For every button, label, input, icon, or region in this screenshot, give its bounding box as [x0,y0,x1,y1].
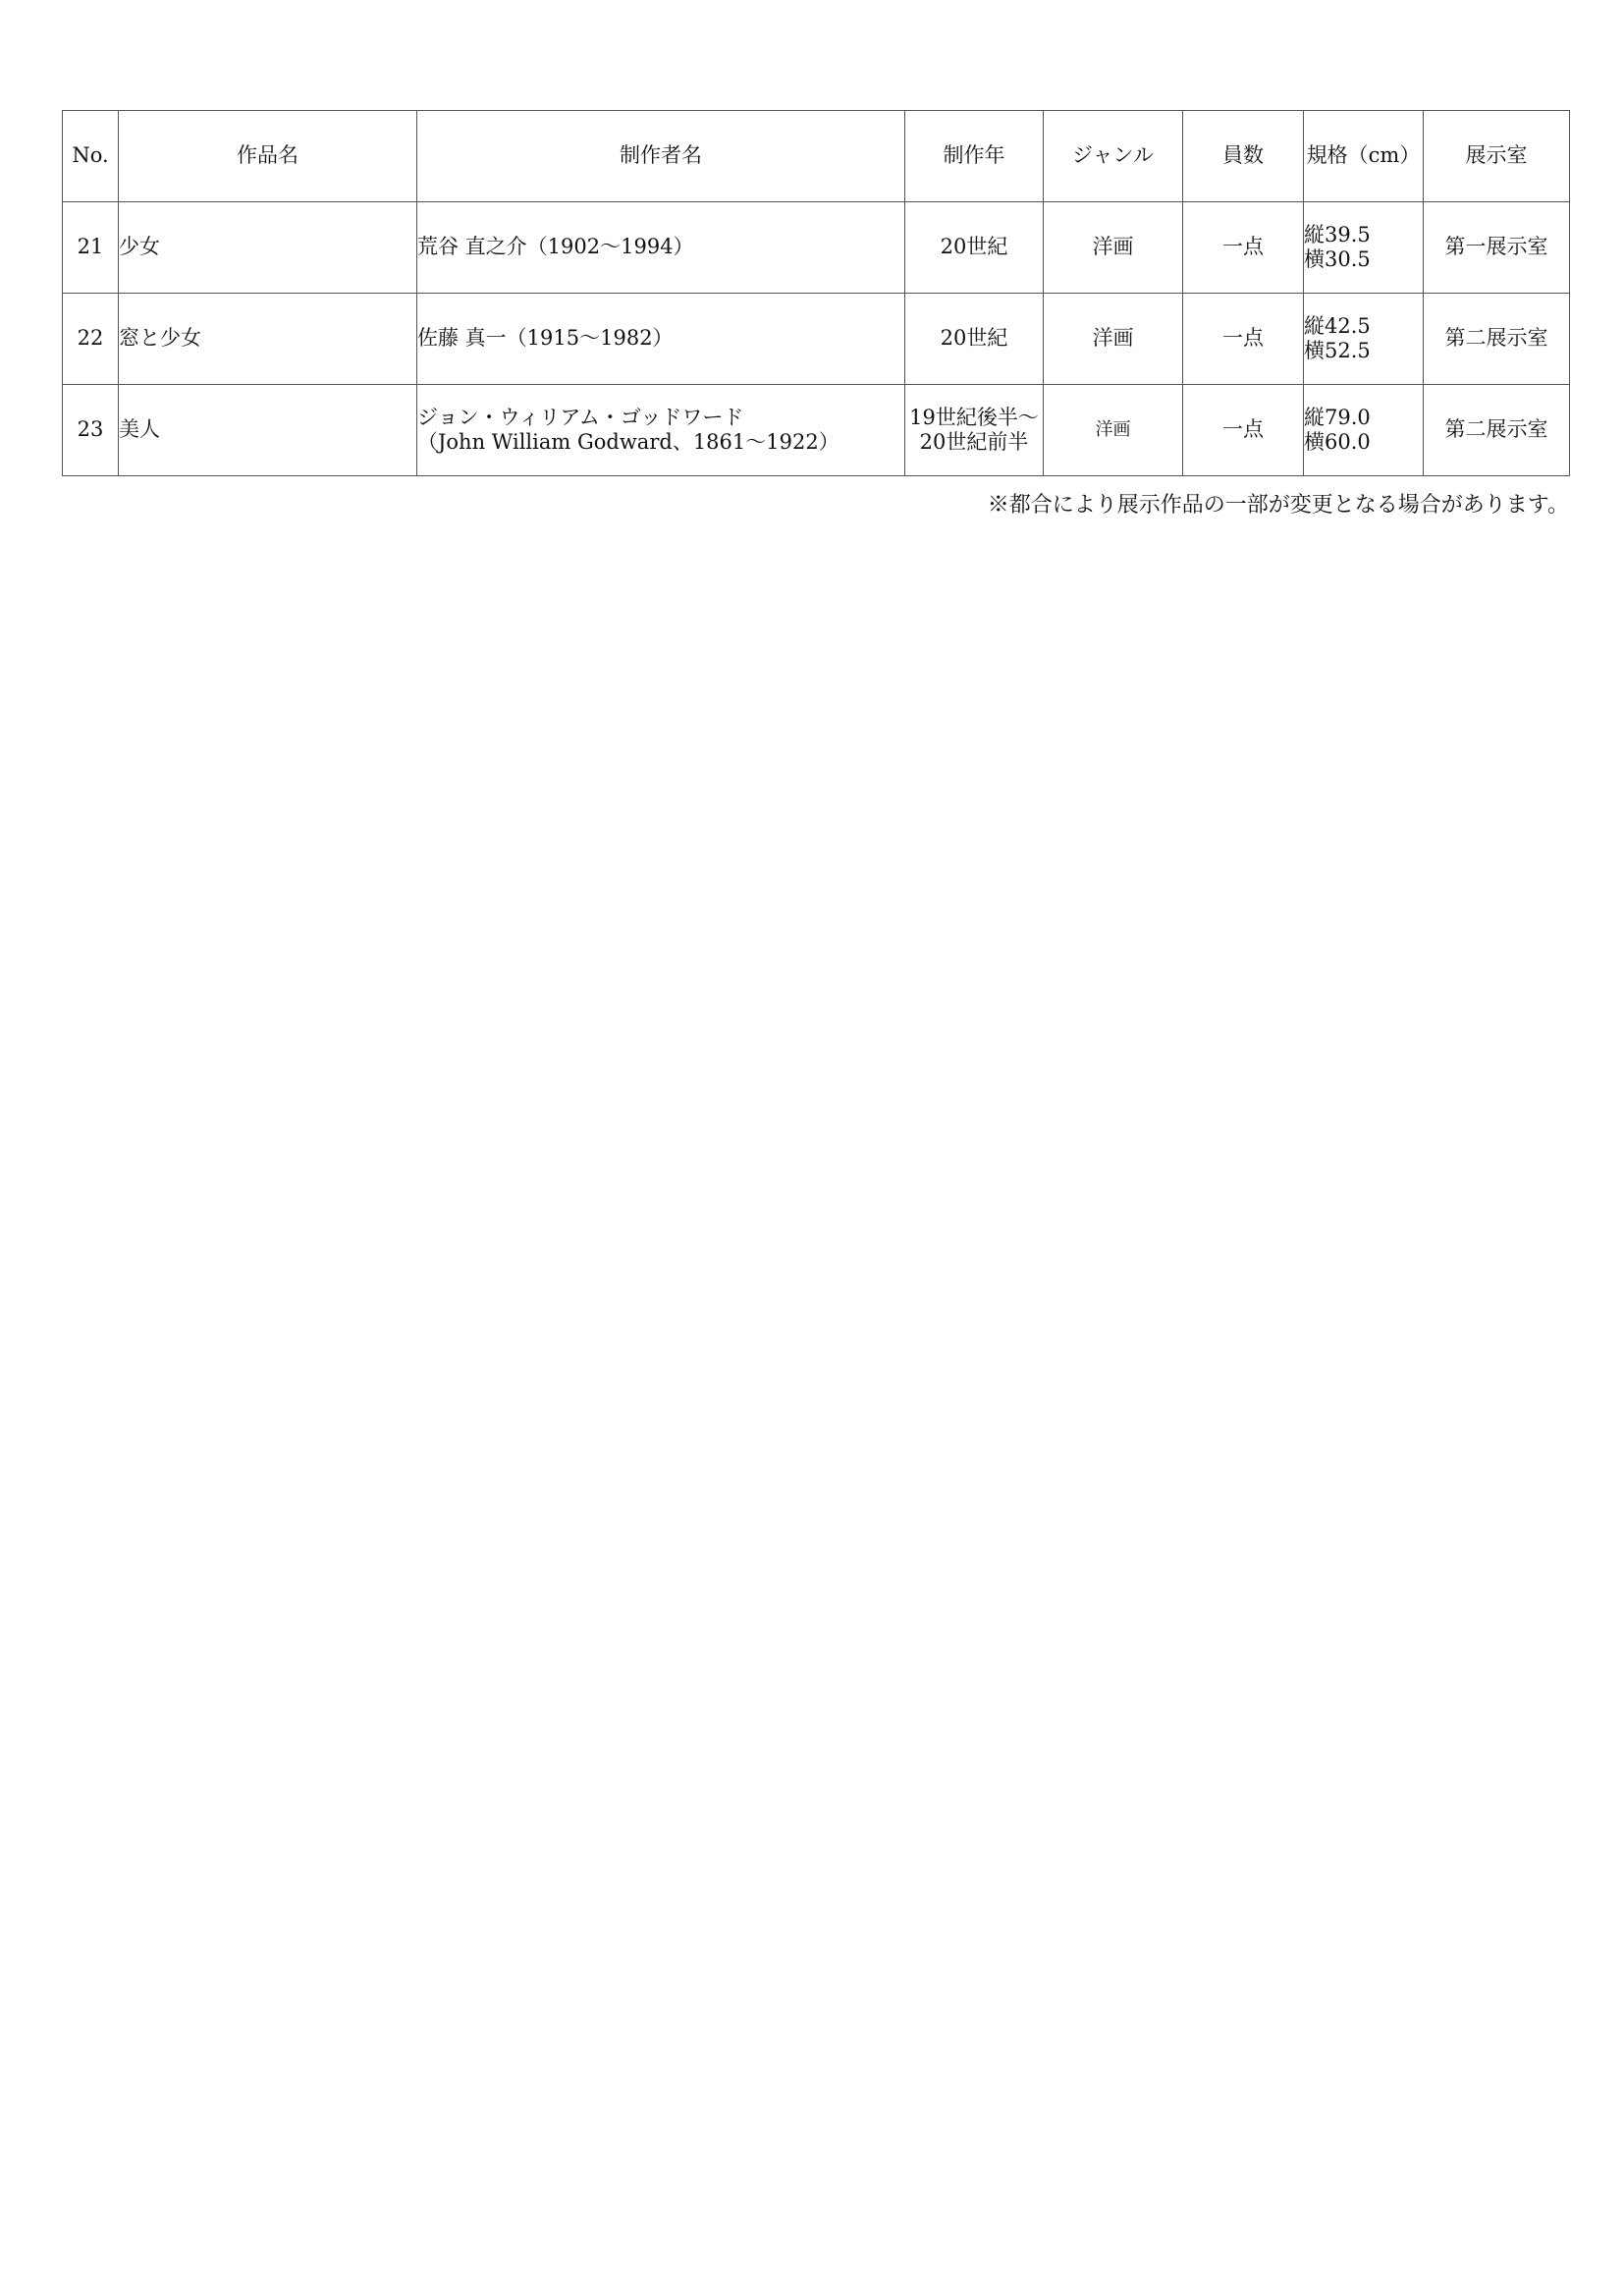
header-title: 作品名 [119,111,417,202]
cell-year [905,385,1044,476]
cell-title: 美人 [119,385,417,476]
size-height: 縦42.5 [1304,313,1371,338]
cell-count: 一点 [1183,294,1304,385]
cell-year [905,294,1044,385]
size-height: 縦39.5 [1304,222,1371,246]
footnote: ※都合により展示作品の一部が変更となる場合があります。 [987,493,1569,518]
cell-size [1304,202,1424,294]
header-size: 規格（cm） [1304,111,1424,202]
maker-line: 佐藤 真一（1915〜1982） [417,326,674,351]
header-maker: 制作者名 [417,111,905,202]
header-genre: ジャンル [1044,111,1183,202]
header-room: 展示室 [1424,111,1570,202]
year-line: 20世紀 [940,326,1008,351]
cell-title: 窓と少女 [119,294,417,385]
cell-no: 23 [63,385,119,476]
header-year: 制作年 [905,111,1044,202]
cell-no: 22 [63,294,119,385]
cell-size [1304,294,1424,385]
size-width: 横30.5 [1304,247,1371,271]
maker-line: ジョン・ウィリアム・ゴッドワード [417,405,744,429]
size-height: 縦79.0 [1304,405,1371,429]
cell-count: 一点 [1183,202,1304,294]
table-row [63,385,1570,476]
header-count: 員数 [1183,111,1304,202]
cell-count: 一点 [1183,385,1304,476]
size-width: 横52.5 [1304,339,1371,362]
year-line: 20世紀前半 [919,430,1029,454]
maker-line: 荒谷 直之介（1902〜1994） [417,235,694,259]
cell-genre: 洋画 [1044,202,1183,294]
year-line: 20世紀 [940,235,1008,259]
cell-maker [417,202,905,294]
size-width: 横60.0 [1304,430,1371,454]
maker-line: （John William Godward、1861〜1922） [417,430,839,454]
year-line: 19世紀後半〜 [909,405,1039,429]
cell-year [905,202,1044,294]
table-row [63,294,1570,385]
header-no: No. [63,111,119,202]
table-row [63,202,1570,294]
cell-room: 第一展示室 [1424,202,1570,294]
cell-room: 第二展示室 [1424,294,1570,385]
artwork-table [62,110,1570,476]
cell-maker [417,385,905,476]
cell-maker [417,294,905,385]
cell-size [1304,385,1424,476]
cell-title: 少女 [119,202,417,294]
cell-genre: 洋画 [1044,385,1183,476]
cell-genre: 洋画 [1044,294,1183,385]
cell-no: 21 [63,202,119,294]
cell-room: 第二展示室 [1424,385,1570,476]
table-header-row [63,111,1570,202]
